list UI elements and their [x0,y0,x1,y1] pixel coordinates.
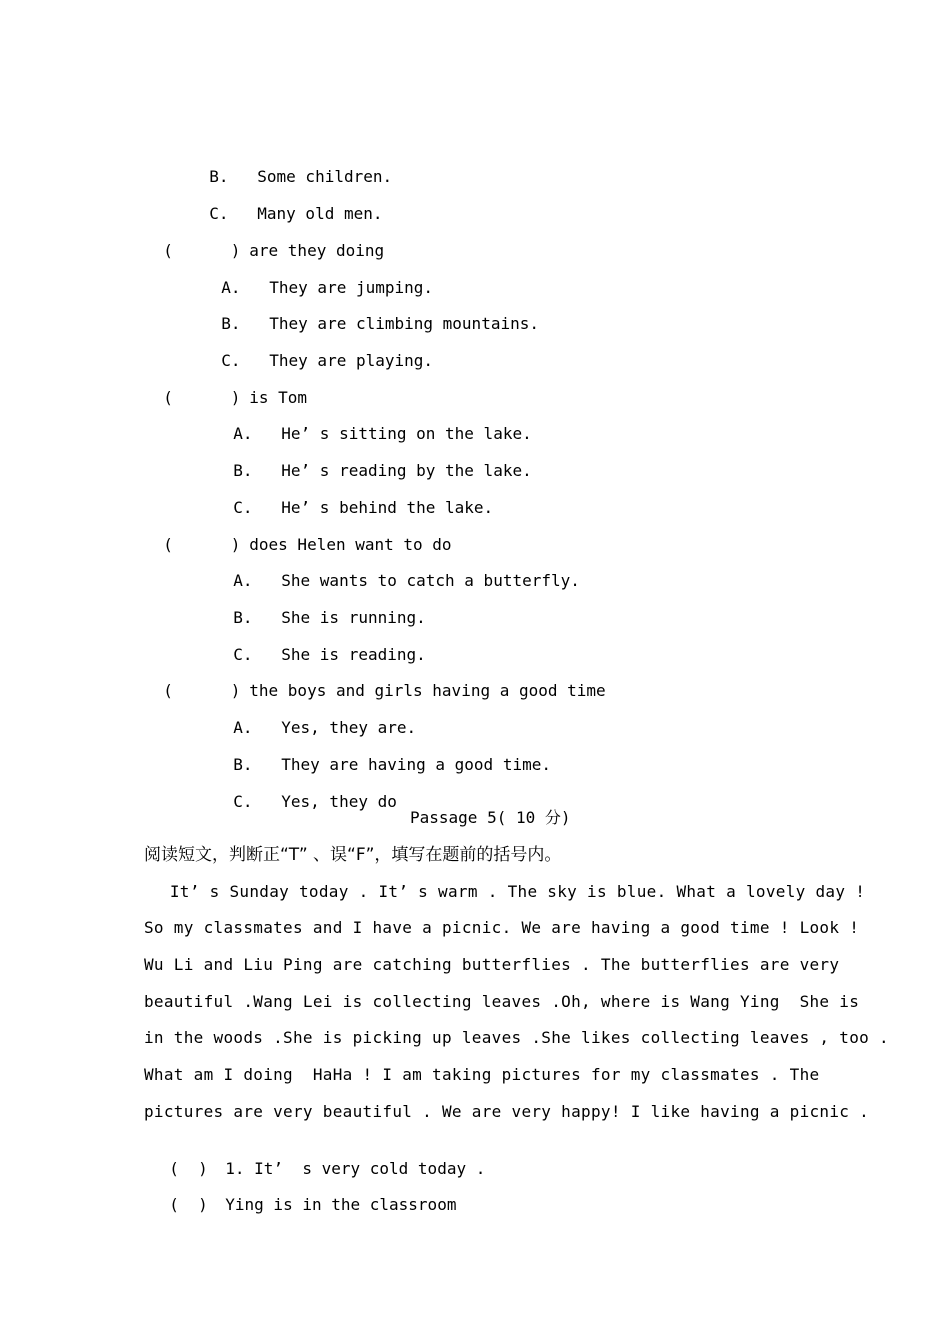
q3-option-b [214,441,532,481]
q4-question [144,515,452,555]
option-text: He’ s sitting on the lake. [281,424,532,443]
option-text: She wants to catch a butterfly. [281,571,580,590]
option-text: He’ s reading by the lake. [281,461,532,480]
option-letter: B. [233,608,253,627]
q1-option-b [190,147,392,187]
q2-question [144,221,384,261]
answer-blank: ( ) [169,1195,208,1214]
option-letter: B. [233,755,253,774]
q5-option-c [214,772,397,812]
option-letter: B. [221,314,241,333]
option-letter: C. [233,645,253,664]
option-text: Yes, they are. [281,718,417,737]
statement-1 [150,1139,485,1179]
q2-option-c [202,331,433,371]
option-letter: C. [233,792,253,811]
answer-blank: ( ) [169,1159,208,1178]
passage-line-1: It’ s Sunday today . It’ s warm . The sky is blue. What a lovely day ! [150,882,866,901]
option-text: Many old men. [257,204,383,223]
passage-line-2: So my classmates and I have a picnic. We are having a good time ! Look ! [144,918,860,937]
option-text: They are playing. [269,351,434,370]
q5-option-a [214,698,416,738]
q1-option-c [190,184,383,224]
answer-blank: ( ) [163,681,241,700]
question-text: the boys and girls having a good time [249,681,606,700]
passage-line-3: Wu Li and Liu Ping are catching butterflies . The butterflies are very [144,955,840,974]
q4-option-a [214,551,580,591]
q2-option-a [202,258,433,298]
option-text: She is running. [281,608,426,627]
q4-option-c [214,625,426,665]
passage-line-4: beautiful .Wang Lei is collecting leaves .Oh, where is Wang Ying She is [144,992,860,1011]
statement-text: 1. It’ s very cold today . [225,1159,486,1178]
statement-text: Ying is in the classroom [225,1195,457,1214]
q2-option-b [202,294,539,334]
q4-option-b [214,588,426,628]
passage-line-5: in the woods .She is picking up leaves .She likes collecting leaves , too . [144,1028,889,1047]
option-letter: B. [233,461,253,480]
option-letter: C. [221,351,241,370]
option-letter: A. [233,424,253,443]
option-letter: A. [221,278,241,297]
q3-option-a [214,404,532,444]
answer-blank: ( ) [163,388,241,407]
option-letter: B. [209,167,229,186]
answer-blank: ( ) [163,241,241,260]
q3-option-c [214,478,493,518]
option-letter: A. [233,718,253,737]
option-text: She is reading. [281,645,426,664]
option-text: He’ s behind the lake. [281,498,494,517]
question-text: are they doing [249,241,385,260]
option-letter: A. [233,571,253,590]
option-text: Some children. [257,167,393,186]
q3-question [144,368,307,408]
passage-instruction: 阅读短文，判断正“T” 、误“F”，填写在题前的括号内。 [144,845,562,865]
statement-2 [150,1175,456,1215]
option-text: They are jumping. [269,278,434,297]
option-text: They are climbing mountains. [269,314,539,333]
question-text: is Tom [249,388,308,407]
option-text: They are having a good time. [281,755,551,774]
question-text: does Helen want to do [249,535,452,554]
q5-option-b [214,735,551,775]
passage-line-6: What am I doing HaHa ! I am taking pictures for my classmates . The [144,1065,820,1084]
option-text: Yes, they do [281,792,397,811]
option-letter: C. [209,204,229,223]
answer-blank: ( ) [163,535,241,554]
passage-line-7: pictures are very beautiful . We are very happy! I like having a picnic . [144,1102,870,1121]
q5-question [144,661,606,701]
passage-heading: Passage 5( 10 分) [410,808,571,827]
option-letter: C. [233,498,253,517]
